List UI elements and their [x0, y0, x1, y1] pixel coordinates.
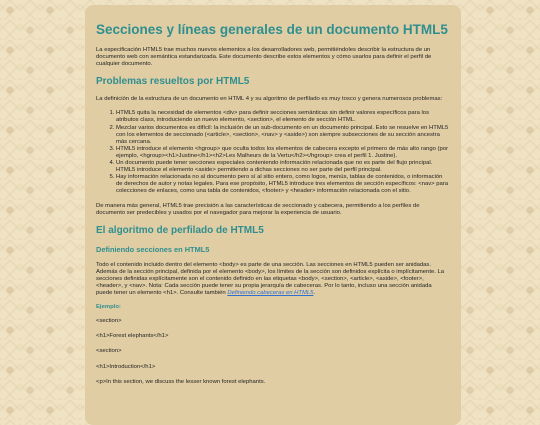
example-label: Ejemplo: — [96, 304, 121, 311]
section-heading-algorithm: El algoritmo de perfilado de HTML5 — [96, 224, 264, 236]
defining-paragraph: Todo el contenido incluido dentro del elemento <body> es parte de una sección. Las secciones en HTML5 pueden ser anidadas. Además de la sección principal, definida por el elemento <body>, los límites de la sección son definidos explícita o implícitamente. La secciones definidas explícitamente son el contenido definido en las etiquetas <body>, <section>, <article>, <aside>, <footer>, <header>, y <nav>. Nota: Cada sección puede tener su propia jerarquía de cabeceras. Por lo tanto, incluso una sección anidada puede tener un elemento <h1>. Consulte también Definiendo cabeceras en HTML5. — [96, 261, 445, 297]
page-title: Secciones y líneas generales de un documento HTML5 — [96, 22, 448, 37]
document-page — [85, 5, 461, 425]
code-line: <h1>Introduction</h1> — [96, 363, 156, 370]
section-heading-problems: Problemas resueltos por HTML5 — [96, 76, 250, 88]
intro-paragraph: La especificación HTML5 trae muchos nuevos elementos a los desarrolladores web, permitiéndoles describir la estructura de un documento web con semántica estandarizada. Este documento describe estos elementos y cómo usarlos para definir el perfil de cualquier documento. — [96, 47, 432, 68]
subsection-heading-defining: Definiendo secciones en HTML5 — [96, 244, 210, 254]
closing-paragraph: De manera más general, HTML5 trae precisión a las características de seccionado y cabecera, permitiendo a los perfiles de documento ser predecibles y usados por el navegador para mejorar la experiencia de usuario. — [96, 202, 420, 216]
list-item: 3. HTML5 introduce el elemento <hgroup> que oculta todos los elementos de cabecera excepto el primero de más alto rango (por ejemplo, <hgroup><h1>Justine</h1><h2>Les Malheurs de la Vertu</h2></hgroup> crea el perfil 1. Justine). — [116, 146, 449, 160]
defining-text: Todo el contenido incluido dentro del elemento <body> es parte de una sección. Las secciones en HTML5 pueden ser anidadas. Además de la sección principal, definida por el elemento <body>, los límites de la sección son definidos explícita o implícitamente. La secciones definidas explícitamente son el contenido definido en las etiquetas <body>, <section>, <article>, <aside>, <footer>, <header>, y <nav>. Nota: Cada sección puede tener su propia jerarquía de cabeceras. Por lo tanto, incluso una sección anidada puede tener un elemento <h1>. Consulte también — [96, 261, 445, 297]
code-line: <h1>Forest elephants</h1> — [96, 333, 169, 340]
code-line: <p>In this section, we discuss the lesser known forest elephants. — [96, 378, 266, 385]
list-item: 1. HTML5 quita la necesidad de elementos <div> para definir secciones semánticas sin definir valores específicos para los atributos class, introduciendo un nuevo elemento, <section>, el elemento de sección HTML. — [116, 110, 449, 124]
defining-headers-link[interactable]: Definiendo cabeceras en HTML5 — [227, 290, 314, 297]
list-item: 5. Hay información relacionada no al documento pero sí al sitio entero, como logos, menús, tablas de contenidos, o información de derechos de autor y notas legales. Para ese propósito, HTML5 introduce tres elementos de sección específicos: <nav> para colecciones de enlaces, como una tabla de contenidos, <footer> y <header> información relacionada con el sitio. — [116, 174, 449, 195]
list-item: 4. Un documento puede tener secciones especiales conteniendo información relacionada que no es parte del flujo principal. HTML5 introduce el elemento <aside> permitiendo a dichas secciones no ser parte del perfil principal. — [116, 160, 449, 174]
code-line: <section> — [96, 348, 122, 355]
problems-list — [96, 110, 449, 195]
code-line: <section> — [96, 318, 122, 325]
list-item: 2. Mezclar varios documentos es difícil: la inclusión de un sub-documento en un documento principal. Esto se resuelve en HTML5 con los elementos de seccionado (<article>, <section>, <nav> y <aside>) son siempre subsecciones de su sección ancestra más cercana. — [116, 125, 449, 146]
problems-paragraph: La definición de la estructura de un documento en HTML 4 y su algoritmo de perfilado es muy tosco y genera numerosos problemas: — [96, 96, 443, 103]
